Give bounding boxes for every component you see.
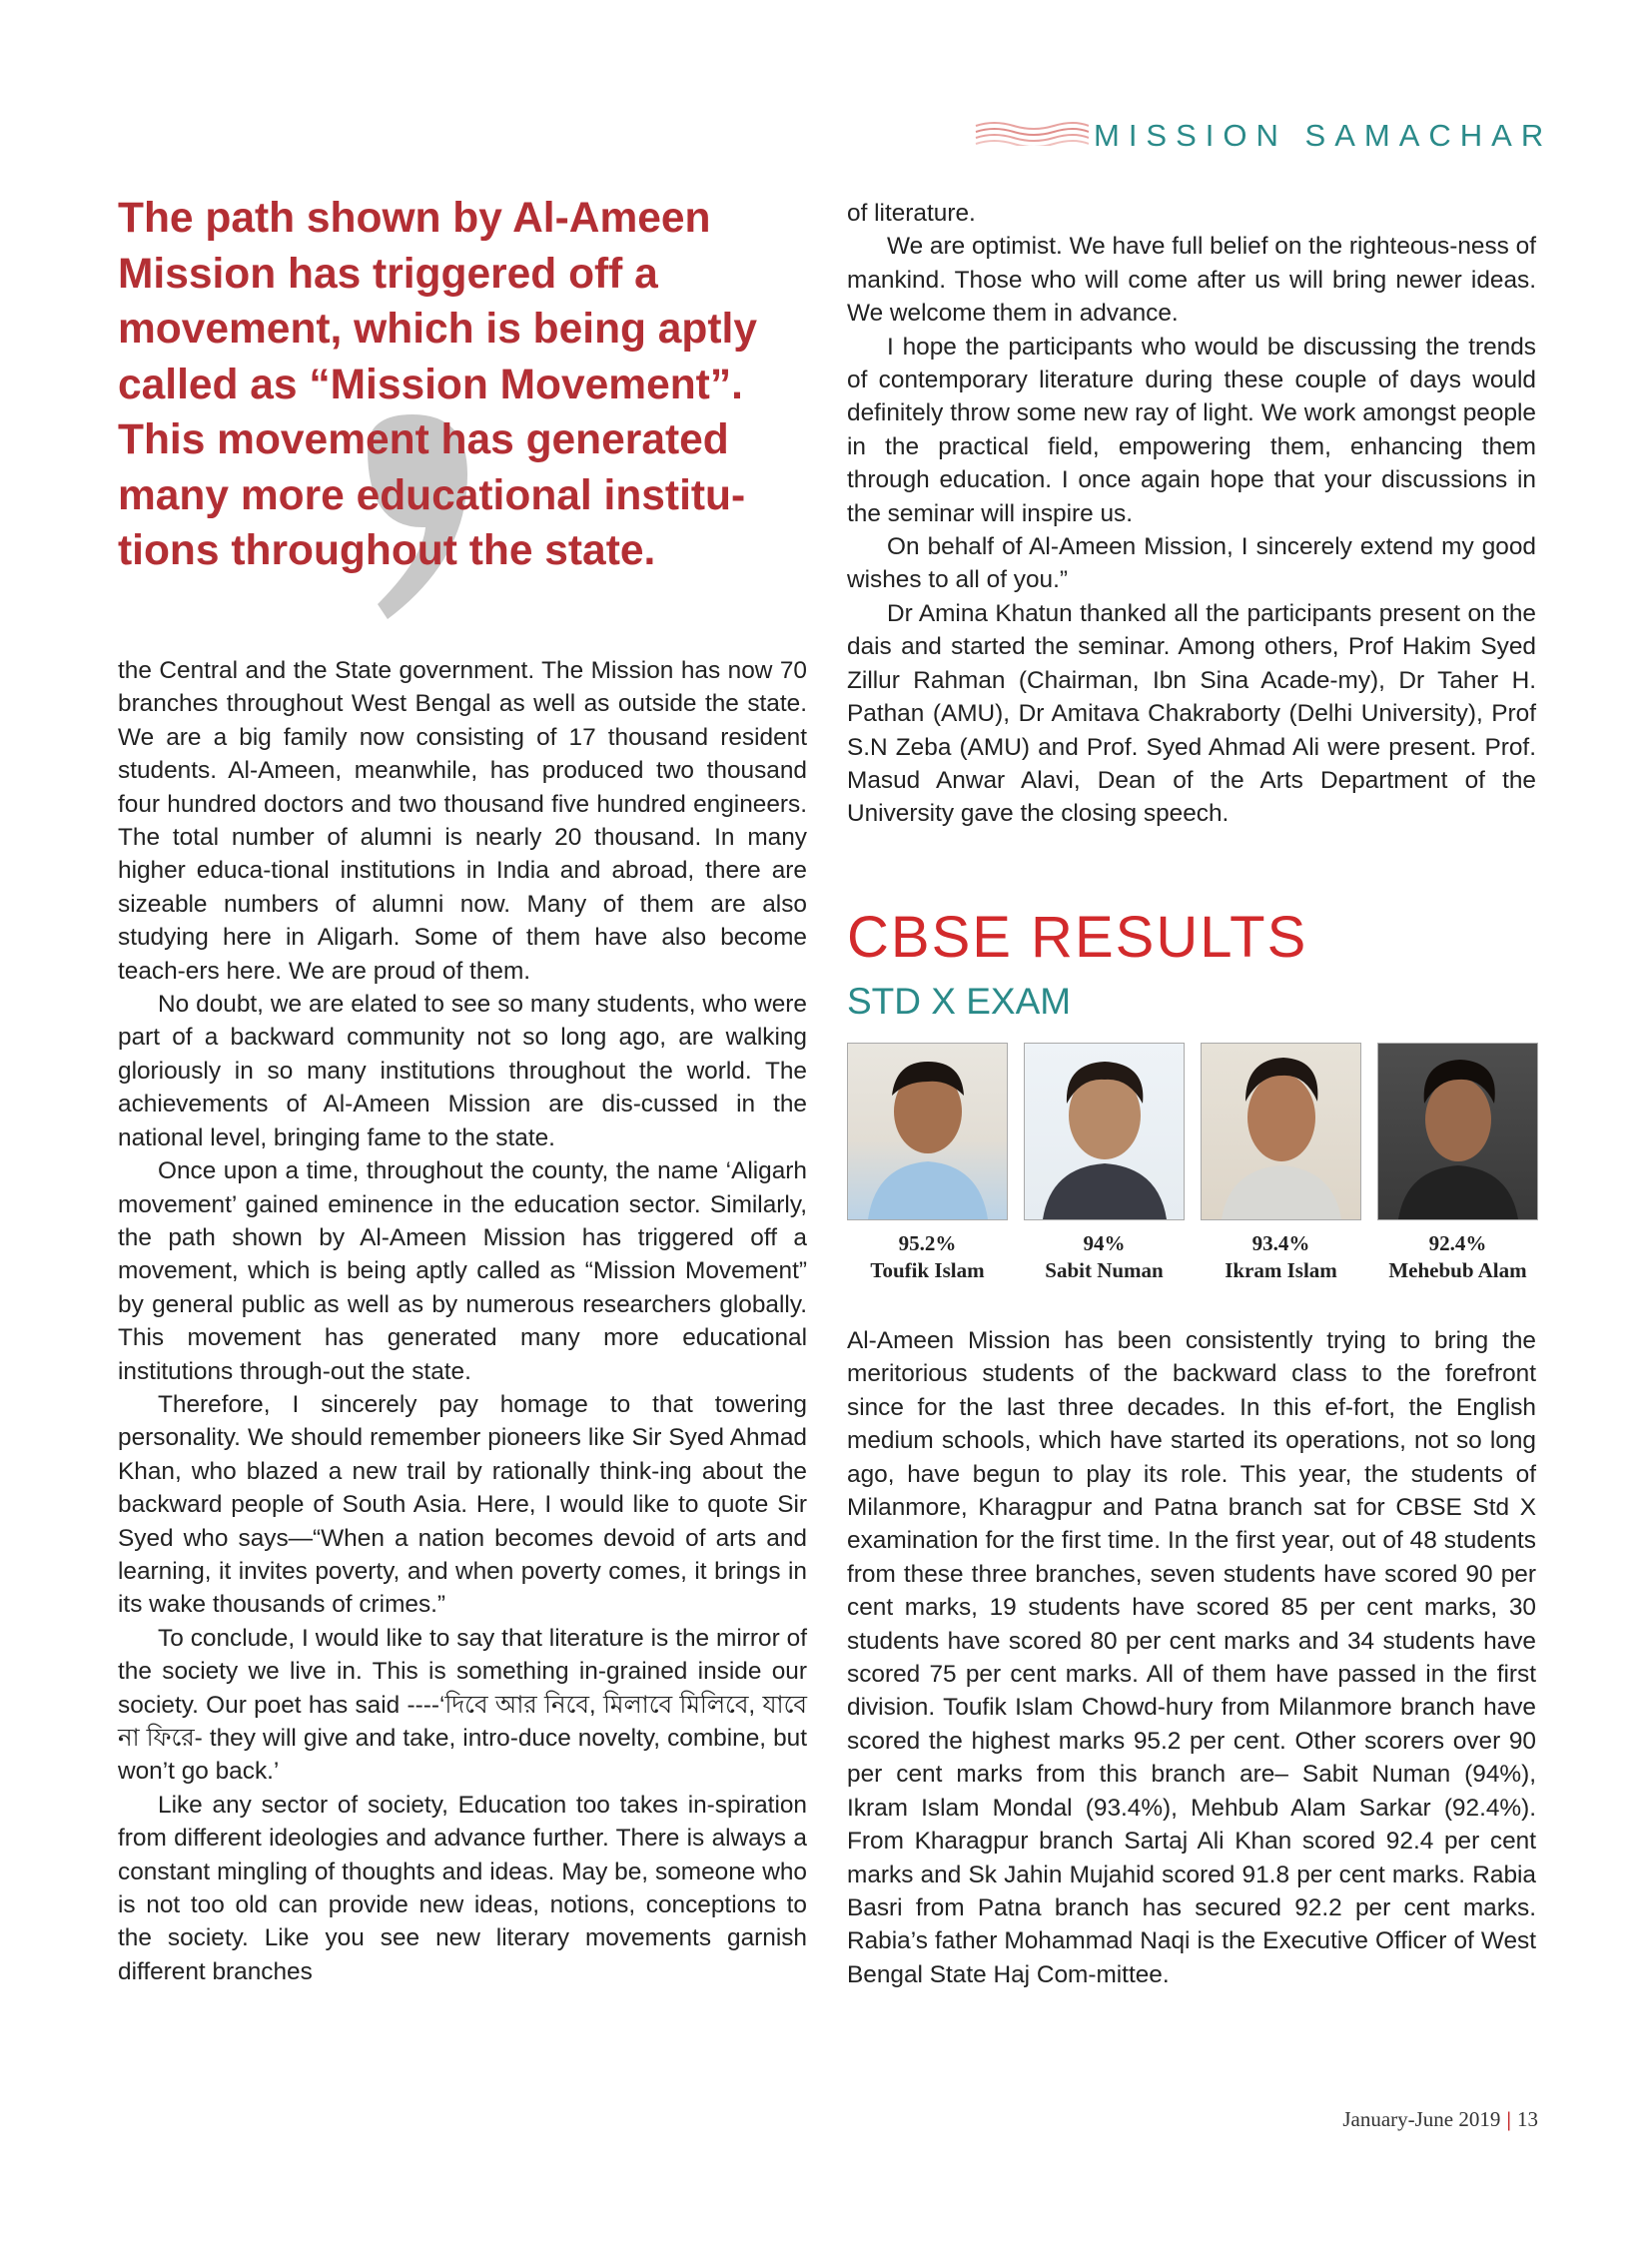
left-column-text — [118, 654, 807, 1988]
student-card — [1201, 1043, 1361, 1284]
issue-date: January-June 2019 — [1342, 2107, 1501, 2131]
student-name: Mehebub Alam — [1388, 1258, 1527, 1282]
pull-quote-line: movement, which is being aptly — [118, 306, 757, 353]
student-percent: 95.2% — [898, 1231, 957, 1255]
paragraph: Dr Amina Khatun thanked all the participants present on the dais and started the seminar. Among others, Prof Hakim Syed Zillur Rahman (Chairman, Ibn Sina Acade-my), Dr Taher H. Pathan (AMU), Dr Amitava Chakraborty (Delhi University), Prof S.N Zeba (AMU) and Prof. Syed Ahmad Ali were present. Prof. Masud Anwar Alavi, Dean of the Arts Department of the University gave the closing speech. — [847, 599, 1536, 828]
portrait-icon — [1202, 1044, 1360, 1219]
paragraph: Al-Ameen Mission has been consistently trying to bring the meritorious students of the backward class to the forefront since for the last three decades. In this ef-fort, the English medium schools, which have started its operations, not so long ago, have begun to play its role. This year, the students of Milanmore, Kharagpur and Patna branch sat for CBSE Std X examination for the first time. In the first year, out of 48 students from these three branches, seven students have scored 90 per cent marks, 19 students have scored 85 per cent marks, 30 students have scored 80 per cent marks and 34 students have scored 75 per cent marks. All of them have passed in the first division. Toufik Islam Chowd-hury from Milanmore branch have scored the highest marks 95.2 per cent. Other scorers over 90 per cent marks from this branch are– Sabit Numan (94%), Ikram Islam Mondal (93.4%), Mehbub Alam Sarkar (92.4%). From Kharagpur branch Sartaj Ali Khan scored 92.4 per cent marks and Sk Jahin Mujahid scored 91.8 per cent marks. Rabia Basri from Patna branch has secured 92.2 per cent marks. Rabia’s father Mohammad Naqi is the Executive Officer of West Bengal State Haj Com-mittee. — [847, 1327, 1536, 1988]
student-name: Sabit Numan — [1045, 1258, 1164, 1282]
page-number: 13 — [1517, 2107, 1538, 2131]
student-card — [847, 1043, 1008, 1284]
student-percent: 94% — [1083, 1231, 1126, 1255]
right-column-text — [847, 197, 1536, 831]
paragraph: of literature. — [847, 200, 976, 227]
student-photo — [1201, 1043, 1361, 1220]
pull-quote-line: The path shown by Al-Ameen — [118, 195, 711, 242]
pull-quote-line: called as “Mission Movement”. — [118, 361, 743, 408]
paragraph: Therefore, I sincerely pay homage to that towering personality. We should remember pioneers like Sir Syed Ahmad Khan, who blazed a new trail by rationally think-ing about the backward people of South Asia. Here, I would like to quote Sir Syed who says—“When a nation becomes devoid of arts and learning, it invites poverty, and when poverty comes, it brings in its wake thousands of crimes.” — [118, 1390, 807, 1619]
page-footer — [1298, 2107, 1538, 2132]
student-card — [1024, 1043, 1185, 1284]
portrait-icon — [1025, 1044, 1184, 1219]
student-percent: 92.4% — [1428, 1231, 1487, 1255]
publication-title: MISSION SAMACHAR — [1094, 118, 1553, 153]
footer-separator: | — [1506, 2107, 1511, 2131]
student-percent: 93.4% — [1251, 1231, 1310, 1255]
pull-quote-line: Mission has triggered off a — [118, 250, 658, 298]
page-header — [974, 112, 1553, 156]
student-photo — [1024, 1043, 1185, 1220]
paragraph: I hope the participants who would be discussing the trends of contemporary literature during these couple of days would definitely throw some new ray of light. We work amongst people in the practical field, empowering them, enhancing them through education. I once again hope that your discussions in the seminar will inspire us. — [847, 333, 1536, 527]
paragraph: To conclude, I would like to say that literature is the mirror of the society we live in. This is something in-grained inside our society. Our poet has said ----‘দিবে আর নিবে, মিলাবে মিলিবে, যাবে না ফিরে- they will give and take, intro-duce novelty, combine, but won’t go back.’ — [118, 1624, 807, 1786]
pull-quote-line: This movement has generated — [118, 416, 729, 463]
paragraph: Once upon a time, throughout the county, the name ‘Aligarh movement’ gained eminence in the education sector. Similarly, the path shown by Al-Ameen Mission has triggered off a movement, which is being aptly called as “Mission Movement” by general public as well as by numerous researchers globally. This movement has generated many more educational institutions through-out the state. — [118, 1157, 807, 1385]
pull-quote-line: tions throughout the state. — [118, 527, 656, 574]
pull-quote — [118, 191, 817, 579]
student-photo — [847, 1043, 1008, 1220]
paragraph: the Central and the State government. The Mission has now 70 branches throughout West Bengal as well as outside the state. We are a big family now consisting of 17 thousand resident students. Al-Ameen, meanwhile, has produced two thousand four hundred doctors and two thousand five hundred engineers. The total number of alumni is nearly 20 thousand. In many higher educa-tional institutions in India and abroad, there are sizeable numbers of alumni now. Many of them are also studying here in Aligarh. Some of them have also become teach-ers here. We are proud of them. — [118, 657, 807, 985]
student-photo-row — [847, 1043, 1538, 1292]
paragraph: On behalf of Al-Ameen Mission, I sincerely extend my good wishes to all of you.” — [847, 533, 1536, 594]
paragraph: We are optimist. We have full belief on the righteous-ness of mankind. Those who will come after us will bring newer ideas. We welcome them in advance. — [847, 233, 1536, 328]
student-name: Ikram Islam — [1225, 1258, 1337, 1282]
student-card — [1377, 1043, 1538, 1284]
portrait-icon — [848, 1044, 1007, 1219]
student-name: Toufik Islam — [870, 1258, 985, 1282]
section-heading: CBSE RESULTS — [847, 905, 1308, 970]
section-subheading: STD X EXAM — [847, 981, 1072, 1022]
student-photo — [1377, 1043, 1538, 1220]
wave-lines-icon — [974, 120, 1089, 146]
paragraph: Like any sector of society, Education too takes in-spiration from different ideologies and advance further. There is always a constant mingling of thoughts and ideas. May be, someone who is not too old can provide new ideas, notions, conceptions to the society. Like you see new literary movements garnish different branches — [118, 1791, 807, 1985]
pull-quote-line: many more educational institu- — [118, 471, 746, 519]
cbse-article-text — [847, 1324, 1536, 1991]
portrait-icon — [1378, 1044, 1537, 1219]
paragraph: No doubt, we are elated to see so many students, who were part of a backward community not so long ago, are walking gloriously in so many institutions throughout the world. The achievements of Al-Ameen Mission are dis-cussed in the national level, bringing fame to the state. — [118, 991, 807, 1151]
